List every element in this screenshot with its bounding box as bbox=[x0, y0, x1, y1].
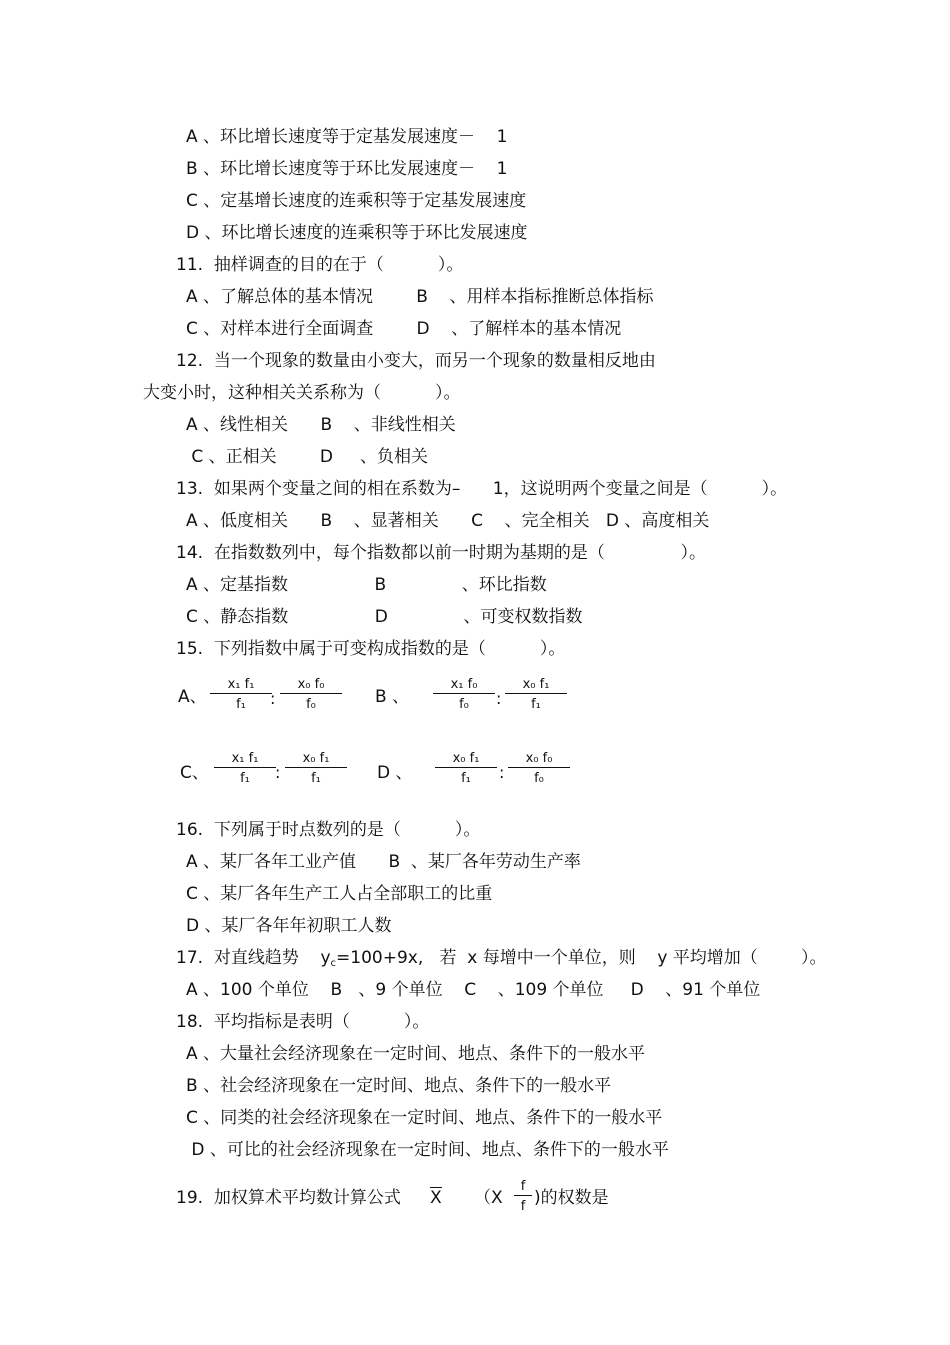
q15-label-b: B 、 bbox=[375, 687, 410, 707]
q11-stem: 11. 抽样调查的目的在于（ ）。 bbox=[176, 255, 464, 275]
denominator: f₀ bbox=[534, 771, 544, 786]
q15-a-colon: : bbox=[270, 689, 276, 708]
numerator: x₀ f₁ bbox=[452, 751, 480, 766]
denominator: f₁ bbox=[240, 771, 250, 786]
q11-options-row1: A 、了解总体的基本情况 B 、用样本指标推断总体指标 bbox=[186, 287, 654, 307]
q18-stem: 18. 平均指标是表明（ ）。 bbox=[176, 1012, 430, 1032]
q10-option-b: B 、环比增长速度等于环比发展速度－ 1 bbox=[186, 159, 508, 179]
q15-label-d: D 、 bbox=[377, 763, 413, 783]
q15-label-a: A、 bbox=[178, 687, 207, 707]
denominator: f₁ bbox=[311, 771, 321, 786]
q18-option-c: C 、同类的社会经济现象在一定时间、地点、条件下的一般水平 bbox=[186, 1108, 663, 1128]
numerator: x₀ f₀ bbox=[297, 677, 325, 692]
q17-stem-subscript: c bbox=[330, 958, 337, 969]
q10-option-a: A 、环比增长速度等于定基发展速度－ 1 bbox=[186, 127, 508, 147]
q19-xbar: X bbox=[430, 1188, 442, 1208]
q10-option-c: C 、定基增长速度的连乘积等于定基发展速度 bbox=[186, 191, 527, 211]
q12-stem-line1: 12. 当一个现象的数量由小变大，而另一个现象的数量相反地由 bbox=[176, 351, 656, 371]
q13-stem: 13. 如果两个变量之间的相在系数为– 1，这说明两个变量之间是（ ）。 bbox=[176, 479, 788, 499]
denominator: f₀ bbox=[306, 697, 316, 712]
q13-options-row1: A 、低度相关 B 、显著相关 C 、完全相关 D 、高度相关 bbox=[186, 511, 710, 531]
q19-paren-x: （X bbox=[474, 1188, 503, 1208]
numerator: x₀ f₀ bbox=[525, 751, 553, 766]
q16-options-row2: C 、某厂各年生产工人占全部职工的比重 bbox=[186, 884, 493, 904]
denominator: f₁ bbox=[236, 697, 246, 712]
q14-options-row1: A 、定基指数 B 、环比指数 bbox=[186, 575, 547, 595]
q19-tail: )的权数是 bbox=[534, 1188, 609, 1208]
q15-c-fraction-2 bbox=[285, 750, 347, 787]
q12-stem-line2: 大变小时，这种相关关系称为（ ）。 bbox=[143, 383, 461, 403]
q14-options-row2: C 、静态指数 D 、可变权数指数 bbox=[186, 607, 583, 627]
numerator: x₁ f₀ bbox=[450, 677, 478, 692]
q10-option-d: D 、环比增长速度的连乘积等于环比发展速度 bbox=[186, 223, 528, 243]
denominator: f₁ bbox=[461, 771, 471, 786]
q18-option-a: A 、大量社会经济现象在一定时间、地点、条件下的一般水平 bbox=[186, 1044, 646, 1064]
q15-d-colon: : bbox=[499, 763, 505, 782]
q15-stem: 15. 下列指数中属于可变构成指数的是（ ）。 bbox=[176, 639, 566, 659]
q17-options-row1: A 、100 个单位 B 、9 个单位 C 、109 个单位 D 、91 个单位 bbox=[186, 980, 761, 1000]
denominator: f₀ bbox=[459, 697, 469, 712]
q15-b-colon: : bbox=[496, 689, 502, 708]
q17-stem bbox=[176, 947, 827, 975]
numerator: f bbox=[520, 1179, 526, 1194]
q15-label-c: C、 bbox=[180, 763, 209, 783]
numerator: x₀ f₁ bbox=[522, 677, 550, 692]
q15-a-fraction-1 bbox=[210, 676, 272, 713]
q14-stem: 14. 在指数数列中，每个指数都以前一时期为基期的是（ ）。 bbox=[176, 543, 706, 563]
numerator: x₀ f₁ bbox=[302, 751, 330, 766]
q15-b-fraction-2 bbox=[505, 676, 567, 713]
q15-c-colon: : bbox=[275, 763, 281, 782]
q15-d-fraction-2 bbox=[508, 750, 570, 787]
q18-option-d: D 、可比的社会经济现象在一定时间、地点、条件下的一般水平 bbox=[186, 1140, 669, 1160]
q11-options-row2: C 、对样本进行全面调查 D 、了解样本的基本情况 bbox=[186, 319, 622, 339]
q19-stem: 19. 加权算术平均数计算公式 bbox=[176, 1188, 401, 1208]
q16-options-row1: A 、某厂各年工业产值 B 、某厂各年劳动生产率 bbox=[186, 852, 581, 872]
q17-stem-post: =100+9x, 若 x 每增中一个单位，则 y 平均增加（ ）。 bbox=[336, 948, 827, 968]
numerator: x₁ f₁ bbox=[231, 751, 259, 766]
q19-weight-fraction bbox=[514, 1178, 532, 1215]
q12-options-row2: C 、正相关 D 、负相关 bbox=[186, 447, 429, 467]
denominator: f₁ bbox=[531, 697, 541, 712]
q15-d-fraction-1 bbox=[435, 750, 497, 787]
q12-options-row1: A 、线性相关 B 、非线性相关 bbox=[186, 415, 456, 435]
q18-option-b: B 、社会经济现象在一定时间、地点、条件下的一般水平 bbox=[186, 1076, 612, 1096]
q15-a-fraction-2 bbox=[280, 676, 342, 713]
numerator: x₁ f₁ bbox=[227, 677, 255, 692]
q16-options-row3: D 、某厂各年年初职工人数 bbox=[186, 916, 392, 936]
q17-stem-pre: 17. 对直线趋势 y bbox=[176, 948, 331, 968]
q16-stem: 16. 下列属于时点数列的是（ ）。 bbox=[176, 820, 481, 840]
denominator: f bbox=[520, 1199, 526, 1214]
q15-c-fraction-1 bbox=[214, 750, 276, 787]
q15-b-fraction-1 bbox=[433, 676, 495, 713]
